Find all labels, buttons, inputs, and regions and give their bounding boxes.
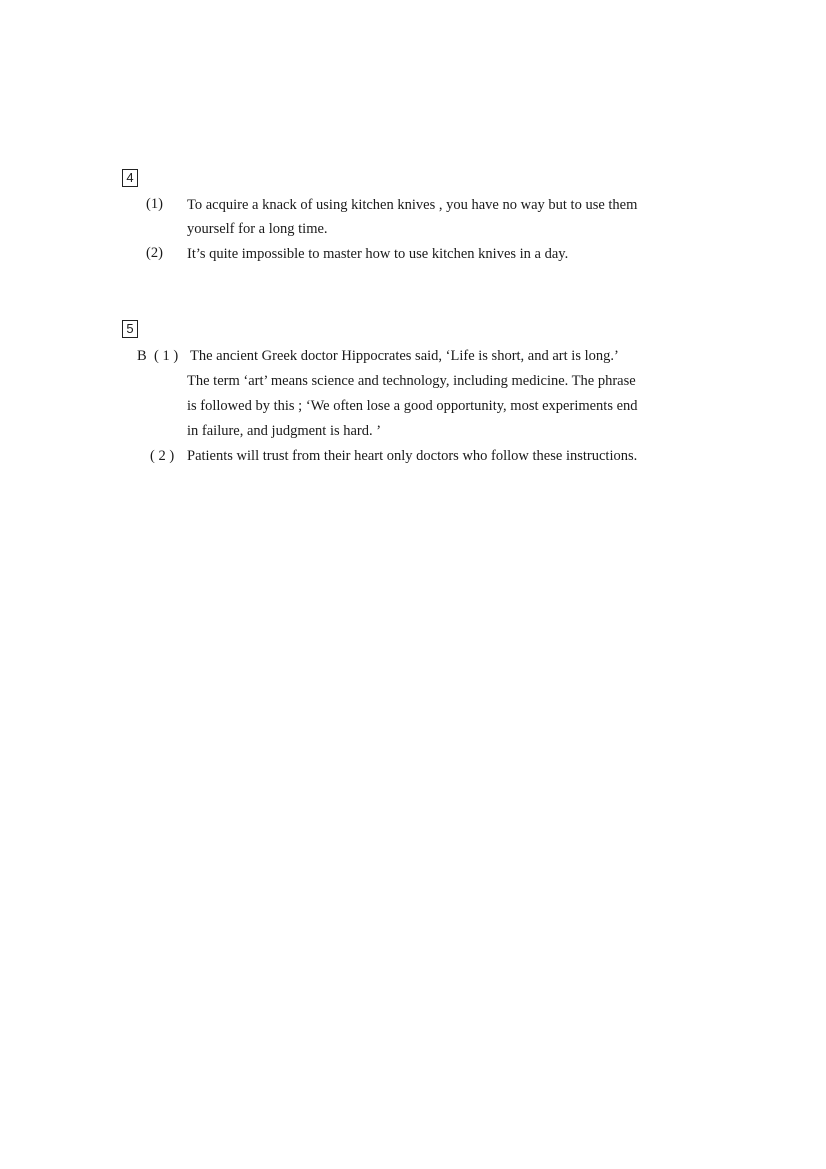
section-4-item-2-label: (2) [146,245,163,261]
section-4-item-1-label: (1) [146,196,163,212]
section-5-item-1-line-1: The ancient Greek doctor Hippocrates said, ‘Life is short, and art is long.’ [190,348,619,364]
section-4-item-1-line-1: To acquire a knack of using kitchen knives , you have no way but to use them [187,197,638,213]
section-4-item-2-line-1: It’s quite impossible to master how to use kitchen knives in a day. [187,246,569,262]
section-4-number-box: 4 [122,169,138,187]
section-5-item-2-label: ( 2 ) [150,448,175,464]
section-5-part-label: B [137,348,147,364]
section-5-item-2-line-1: Patients will trust from their heart only doctors who follow these instructions. [187,448,638,464]
section-5-item-1-label: ( 1 ) [154,348,179,364]
section-5-item-1-line-3: is followed by this ; ‘We often lose a good opportunity, most experiments end [187,398,638,414]
section-5-number-box: 5 [122,320,138,338]
section-5-item-1-line-2: The term ‘art’ means science and technology, including medicine. The phrase [187,373,636,389]
section-5-item-1-line-4: in failure, and judgment is hard. ’ [187,423,382,439]
section-4-item-1-line-2: yourself for a long time. [187,221,328,237]
